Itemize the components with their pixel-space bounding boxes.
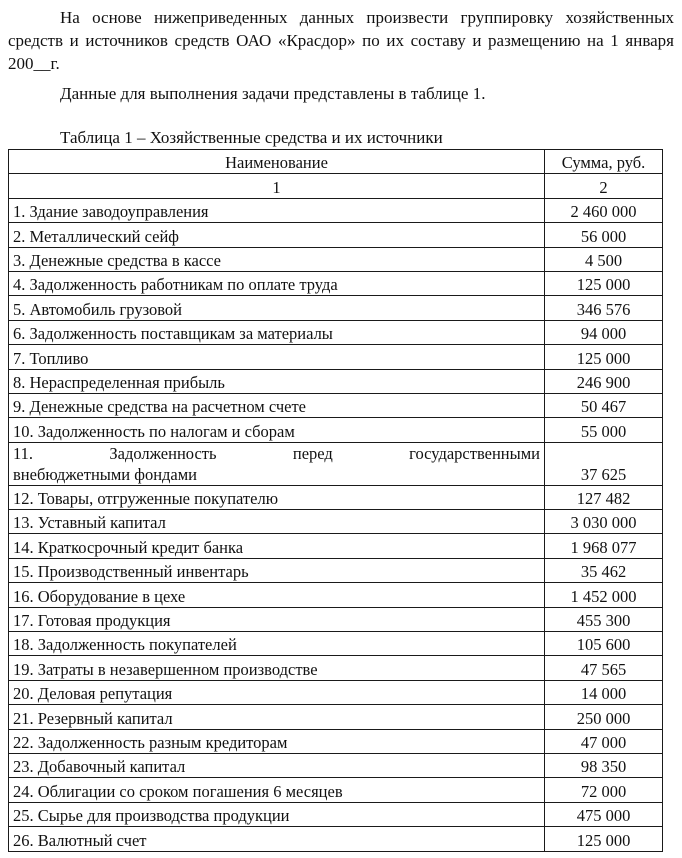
table-row xyxy=(9,418,663,442)
table-row xyxy=(9,632,663,656)
table-row xyxy=(9,827,663,851)
table-row xyxy=(9,753,663,777)
row-sum: 250 000 xyxy=(545,705,663,729)
table-row xyxy=(9,393,663,417)
table-row xyxy=(9,320,663,344)
row-sum: 14 000 xyxy=(545,680,663,704)
row-name: 25. Сырье для производства продукции xyxy=(9,802,545,826)
row-name: 16. Оборудование в цехе xyxy=(9,583,545,607)
row-sum: 475 000 xyxy=(545,802,663,826)
row-sum: 3 030 000 xyxy=(545,510,663,534)
table-row xyxy=(9,510,663,534)
table-row xyxy=(9,705,663,729)
column-number-sum: 2 xyxy=(545,174,663,198)
row-name: 18. Задолженность покупателей xyxy=(9,632,545,656)
table-row xyxy=(9,485,663,509)
row-name: 6. Задолженность поставщикам за материалы xyxy=(9,320,545,344)
row-name: 24. Облигации со сроком погашения 6 месяцев xyxy=(9,778,545,802)
row-name: 14. Краткосрочный кредит банка xyxy=(9,534,545,558)
header-name: Наименование xyxy=(9,150,545,174)
header-sum: Сумма, руб. xyxy=(545,150,663,174)
row-name: 2. Металлический сейф xyxy=(9,223,545,247)
row-sum: 346 576 xyxy=(545,296,663,320)
row-sum: 94 000 xyxy=(545,320,663,344)
row-name-line1: 11. Задолженность перед государственными xyxy=(13,443,540,463)
row-name: 22. Задолженность разным кредиторам xyxy=(9,729,545,753)
table-row xyxy=(9,802,663,826)
table-row xyxy=(9,778,663,802)
row-name: 26. Валютный счет xyxy=(9,827,545,851)
row-sum: 1 452 000 xyxy=(545,583,663,607)
row-sum: 72 000 xyxy=(545,778,663,802)
table-row xyxy=(9,442,663,485)
row-sum: 55 000 xyxy=(545,418,663,442)
row-name: 17. Готовая продукция xyxy=(9,607,545,631)
table-row xyxy=(9,656,663,680)
table-row xyxy=(9,583,663,607)
table-body xyxy=(9,198,663,851)
row-sum: 47 565 xyxy=(545,656,663,680)
row-name: 20. Деловая репутация xyxy=(9,680,545,704)
row-sum: 246 900 xyxy=(545,369,663,393)
row-name: 19. Затраты в незавершенном производстве xyxy=(9,656,545,680)
row-sum: 125 000 xyxy=(545,827,663,851)
row-name-multiline xyxy=(9,442,545,485)
row-name: 4. Задолженность работникам по оплате труда xyxy=(9,271,545,295)
table-caption: Таблица 1 – Хозяйственные средства и их источники xyxy=(60,128,443,147)
row-name: 7. Топливо xyxy=(9,345,545,369)
table-row xyxy=(9,680,663,704)
table-row xyxy=(9,607,663,631)
row-name: 5. Автомобиль грузовой xyxy=(9,296,545,320)
intro-paragraph-task: На основе нижеприведенных данных произвести группировку хозяйственных средств и источников средств ОАО «Красдор» по их составу и размещению на 1 января 200__г. xyxy=(8,8,674,73)
row-sum: 98 350 xyxy=(545,753,663,777)
column-number-row xyxy=(9,174,663,198)
table-row xyxy=(9,558,663,582)
table-row xyxy=(9,729,663,753)
row-sum: 125 000 xyxy=(545,271,663,295)
row-sum: 35 462 xyxy=(545,558,663,582)
row-sum: 105 600 xyxy=(545,632,663,656)
table-row xyxy=(9,345,663,369)
table-row xyxy=(9,198,663,222)
row-name: 12. Товары, отгруженные покупателю xyxy=(9,485,545,509)
table-row xyxy=(9,247,663,271)
row-name: 13. Уставный капитал xyxy=(9,510,545,534)
row-sum: 4 500 xyxy=(545,247,663,271)
table-header-row xyxy=(9,150,663,174)
row-sum: 47 000 xyxy=(545,729,663,753)
row-name: 15. Производственный инвентарь xyxy=(9,558,545,582)
table-row xyxy=(9,369,663,393)
row-sum: 1 968 077 xyxy=(545,534,663,558)
row-name: 8. Нераспределенная прибыль xyxy=(9,369,545,393)
row-sum: 56 000 xyxy=(545,223,663,247)
intro-paragraph-reference: Данные для выполнения задачи представлены в таблице 1. xyxy=(60,84,486,103)
row-name-line2: внебюджетными фондами xyxy=(13,464,198,484)
row-sum: 2 460 000 xyxy=(545,198,663,222)
row-sum: 50 467 xyxy=(545,393,663,417)
row-name: 3. Денежные средства в кассе xyxy=(9,247,545,271)
row-name: 21. Резервный капитал xyxy=(9,705,545,729)
row-sum: 127 482 xyxy=(545,485,663,509)
assets-sources-table xyxy=(8,149,663,852)
table-row xyxy=(9,223,663,247)
row-name: 10. Задолженность по налогам и сборам xyxy=(9,418,545,442)
table-row xyxy=(9,534,663,558)
row-name: 9. Денежные средства на расчетном счете xyxy=(9,393,545,417)
row-sum: 125 000 xyxy=(545,345,663,369)
column-number-name: 1 xyxy=(9,174,545,198)
table-row xyxy=(9,271,663,295)
row-name: 23. Добавочный капитал xyxy=(9,753,545,777)
row-sum: 455 300 xyxy=(545,607,663,631)
table-row xyxy=(9,296,663,320)
row-name: 1. Здание заводоуправления xyxy=(9,198,545,222)
row-sum: 37 625 xyxy=(545,442,663,485)
